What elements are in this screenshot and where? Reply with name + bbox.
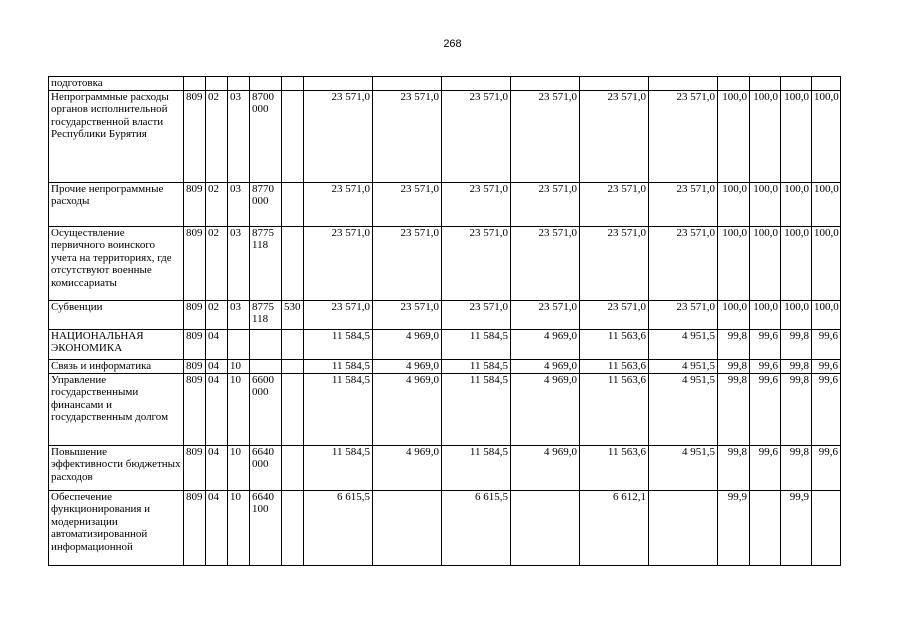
cell-percent-2: 100,0 bbox=[750, 300, 781, 329]
cell-percent-1: 99,8 bbox=[718, 445, 750, 490]
cell-percent-4: 100,0 bbox=[812, 300, 841, 329]
cell-name: Связь и информатика bbox=[49, 359, 184, 373]
cell-amount-3: 23 571,0 bbox=[442, 226, 511, 300]
cell-subsection: 03 bbox=[228, 300, 250, 329]
cell-target-article bbox=[250, 359, 282, 373]
cell-admin-code: 809 bbox=[184, 90, 206, 182]
cell-amount-1: 23 571,0 bbox=[304, 182, 373, 226]
cell-amount-3: 11 584,5 bbox=[442, 373, 511, 445]
cell-percent-3 bbox=[781, 77, 812, 91]
cell-percent-3: 99,9 bbox=[781, 490, 812, 565]
cell-amount-5: 11 563,6 bbox=[580, 329, 649, 359]
cell-section: 04 bbox=[206, 445, 228, 490]
cell-admin-code: 809 bbox=[184, 329, 206, 359]
cell-amount-6: 4 951,5 bbox=[649, 359, 718, 373]
cell-admin-code: 809 bbox=[184, 445, 206, 490]
cell-amount-3: 23 571,0 bbox=[442, 90, 511, 182]
cell-name: НАЦИОНАЛЬНАЯ ЭКОНОМИКА bbox=[49, 329, 184, 359]
cell-admin-code: 809 bbox=[184, 373, 206, 445]
cell-percent-4: 100,0 bbox=[812, 226, 841, 300]
cell-percent-2 bbox=[750, 77, 781, 91]
table-row bbox=[49, 490, 841, 565]
cell-percent-3: 99,8 bbox=[781, 373, 812, 445]
cell-amount-1 bbox=[304, 77, 373, 91]
cell-expense-type bbox=[282, 90, 304, 182]
table-row bbox=[49, 359, 841, 373]
cell-amount-2 bbox=[373, 490, 442, 565]
cell-amount-5: 6 612,1 bbox=[580, 490, 649, 565]
cell-amount-2: 23 571,0 bbox=[373, 300, 442, 329]
table-row bbox=[49, 226, 841, 300]
cell-amount-4: 4 969,0 bbox=[511, 373, 580, 445]
cell-percent-3: 99,8 bbox=[781, 359, 812, 373]
cell-target-article bbox=[250, 77, 282, 91]
cell-amount-5: 11 563,6 bbox=[580, 359, 649, 373]
cell-percent-2: 99,6 bbox=[750, 445, 781, 490]
cell-amount-6: 23 571,0 bbox=[649, 226, 718, 300]
cell-amount-4 bbox=[511, 490, 580, 565]
cell-admin-code: 809 bbox=[184, 300, 206, 329]
cell-percent-4: 99,6 bbox=[812, 329, 841, 359]
cell-subsection: 03 bbox=[228, 182, 250, 226]
cell-amount-1: 11 584,5 bbox=[304, 445, 373, 490]
cell-amount-2: 23 571,0 bbox=[373, 226, 442, 300]
cell-target-article: 8775 118 bbox=[250, 226, 282, 300]
cell-percent-2: 100,0 bbox=[750, 90, 781, 182]
cell-section: 02 bbox=[206, 90, 228, 182]
cell-amount-6 bbox=[649, 77, 718, 91]
cell-name: Управление государственными финансами и государственным долгом bbox=[49, 373, 184, 445]
cell-target-article bbox=[250, 329, 282, 359]
cell-section: 02 bbox=[206, 182, 228, 226]
cell-target-article: 8700 000 bbox=[250, 90, 282, 182]
cell-amount-5 bbox=[580, 77, 649, 91]
cell-expense-type bbox=[282, 77, 304, 91]
table-row bbox=[49, 445, 841, 490]
cell-expense-type bbox=[282, 445, 304, 490]
cell-section: 02 bbox=[206, 300, 228, 329]
cell-amount-6: 4 951,5 bbox=[649, 445, 718, 490]
cell-amount-4: 4 969,0 bbox=[511, 329, 580, 359]
cell-amount-5: 23 571,0 bbox=[580, 182, 649, 226]
cell-expense-type: 530 bbox=[282, 300, 304, 329]
cell-amount-1: 11 584,5 bbox=[304, 359, 373, 373]
cell-name: Осуществление первичного воинского учета на территориях, где отсутствуют военные комиссариаты bbox=[49, 226, 184, 300]
cell-section: 04 bbox=[206, 490, 228, 565]
cell-expense-type bbox=[282, 359, 304, 373]
cell-percent-1: 99,8 bbox=[718, 359, 750, 373]
cell-subsection: 10 bbox=[228, 359, 250, 373]
cell-amount-4: 4 969,0 bbox=[511, 359, 580, 373]
table-row bbox=[49, 373, 841, 445]
cell-amount-1: 23 571,0 bbox=[304, 226, 373, 300]
cell-amount-3: 23 571,0 bbox=[442, 182, 511, 226]
cell-percent-2: 100,0 bbox=[750, 226, 781, 300]
budget-table bbox=[48, 76, 841, 566]
cell-percent-4: 99,6 bbox=[812, 445, 841, 490]
cell-percent-3: 99,8 bbox=[781, 445, 812, 490]
cell-subsection: 03 bbox=[228, 226, 250, 300]
cell-amount-3: 11 584,5 bbox=[442, 329, 511, 359]
cell-target-article: 6640 000 bbox=[250, 445, 282, 490]
cell-percent-2: 99,6 bbox=[750, 359, 781, 373]
cell-amount-4: 23 571,0 bbox=[511, 90, 580, 182]
cell-name: Прочие непрограммные расходы bbox=[49, 182, 184, 226]
table-row bbox=[49, 77, 841, 91]
cell-amount-2: 4 969,0 bbox=[373, 359, 442, 373]
cell-target-article: 8775 118 bbox=[250, 300, 282, 329]
cell-amount-1: 11 584,5 bbox=[304, 329, 373, 359]
cell-amount-5: 11 563,6 bbox=[580, 445, 649, 490]
cell-admin-code: 809 bbox=[184, 226, 206, 300]
cell-name: Повышение эффективности бюджетных расходов bbox=[49, 445, 184, 490]
cell-subsection: 03 bbox=[228, 90, 250, 182]
table-row bbox=[49, 300, 841, 329]
cell-section bbox=[206, 77, 228, 91]
cell-expense-type bbox=[282, 490, 304, 565]
cell-subsection: 10 bbox=[228, 445, 250, 490]
cell-percent-1: 99,9 bbox=[718, 490, 750, 565]
cell-amount-2: 4 969,0 bbox=[373, 445, 442, 490]
cell-amount-6: 4 951,5 bbox=[649, 329, 718, 359]
cell-subsection: 10 bbox=[228, 373, 250, 445]
cell-percent-4: 100,0 bbox=[812, 182, 841, 226]
cell-expense-type bbox=[282, 226, 304, 300]
cell-amount-3: 6 615,5 bbox=[442, 490, 511, 565]
cell-amount-2: 23 571,0 bbox=[373, 182, 442, 226]
cell-percent-2 bbox=[750, 490, 781, 565]
cell-percent-1 bbox=[718, 77, 750, 91]
page-number: 268 bbox=[443, 38, 462, 50]
cell-admin-code: 809 bbox=[184, 182, 206, 226]
cell-subsection: 10 bbox=[228, 490, 250, 565]
cell-amount-4: 4 969,0 bbox=[511, 445, 580, 490]
cell-target-article: 6640 100 bbox=[250, 490, 282, 565]
cell-amount-1: 23 571,0 bbox=[304, 90, 373, 182]
cell-name: Обеспечение функционирования и модернизации автоматизированной информационной bbox=[49, 490, 184, 565]
cell-percent-4 bbox=[812, 490, 841, 565]
cell-amount-3 bbox=[442, 77, 511, 91]
cell-amount-3: 11 584,5 bbox=[442, 445, 511, 490]
cell-admin-code: 809 bbox=[184, 359, 206, 373]
cell-amount-3: 11 584,5 bbox=[442, 359, 511, 373]
cell-amount-5: 11 563,6 bbox=[580, 373, 649, 445]
cell-percent-1: 100,0 bbox=[718, 226, 750, 300]
cell-percent-4: 99,6 bbox=[812, 359, 841, 373]
cell-percent-3: 100,0 bbox=[781, 300, 812, 329]
cell-percent-3: 99,8 bbox=[781, 329, 812, 359]
cell-percent-2: 99,6 bbox=[750, 329, 781, 359]
cell-subsection bbox=[228, 329, 250, 359]
cell-amount-4: 23 571,0 bbox=[511, 300, 580, 329]
cell-name: Субвенции bbox=[49, 300, 184, 329]
table-body bbox=[49, 77, 841, 566]
cell-amount-6: 4 951,5 bbox=[649, 373, 718, 445]
cell-amount-4: 23 571,0 bbox=[511, 226, 580, 300]
cell-amount-2: 4 969,0 bbox=[373, 373, 442, 445]
cell-percent-1: 100,0 bbox=[718, 182, 750, 226]
cell-target-article: 6600 000 bbox=[250, 373, 282, 445]
cell-amount-6: 23 571,0 bbox=[649, 182, 718, 226]
cell-amount-5: 23 571,0 bbox=[580, 300, 649, 329]
table-row bbox=[49, 182, 841, 226]
cell-expense-type bbox=[282, 182, 304, 226]
cell-amount-5: 23 571,0 bbox=[580, 226, 649, 300]
cell-percent-1: 99,8 bbox=[718, 373, 750, 445]
cell-target-article: 8770 000 bbox=[250, 182, 282, 226]
cell-expense-type bbox=[282, 329, 304, 359]
cell-section: 04 bbox=[206, 359, 228, 373]
cell-amount-1: 23 571,0 bbox=[304, 300, 373, 329]
table-row bbox=[49, 329, 841, 359]
cell-amount-5: 23 571,0 bbox=[580, 90, 649, 182]
cell-amount-1: 11 584,5 bbox=[304, 373, 373, 445]
cell-name: подготовка bbox=[49, 77, 184, 91]
cell-section: 02 bbox=[206, 226, 228, 300]
table-row bbox=[49, 90, 841, 182]
cell-amount-3: 23 571,0 bbox=[442, 300, 511, 329]
cell-percent-3: 100,0 bbox=[781, 90, 812, 182]
cell-admin-code bbox=[184, 77, 206, 91]
cell-amount-4: 23 571,0 bbox=[511, 182, 580, 226]
cell-amount-6: 23 571,0 bbox=[649, 300, 718, 329]
cell-admin-code: 809 bbox=[184, 490, 206, 565]
cell-percent-2: 100,0 bbox=[750, 182, 781, 226]
cell-amount-2 bbox=[373, 77, 442, 91]
cell-amount-2: 4 969,0 bbox=[373, 329, 442, 359]
cell-percent-1: 100,0 bbox=[718, 300, 750, 329]
cell-percent-4: 100,0 bbox=[812, 90, 841, 182]
cell-amount-6: 23 571,0 bbox=[649, 90, 718, 182]
cell-amount-1: 6 615,5 bbox=[304, 490, 373, 565]
cell-section: 04 bbox=[206, 373, 228, 445]
cell-percent-4 bbox=[812, 77, 841, 91]
cell-percent-4: 99,6 bbox=[812, 373, 841, 445]
cell-percent-1: 100,0 bbox=[718, 90, 750, 182]
cell-amount-4 bbox=[511, 77, 580, 91]
cell-percent-2: 99,6 bbox=[750, 373, 781, 445]
cell-subsection bbox=[228, 77, 250, 91]
cell-section: 04 bbox=[206, 329, 228, 359]
cell-amount-2: 23 571,0 bbox=[373, 90, 442, 182]
cell-expense-type bbox=[282, 373, 304, 445]
cell-name: Непрограммные расходы органов исполнительной государственной власти Республики Бурятия bbox=[49, 90, 184, 182]
cell-percent-1: 99,8 bbox=[718, 329, 750, 359]
cell-amount-6 bbox=[649, 490, 718, 565]
cell-percent-3: 100,0 bbox=[781, 182, 812, 226]
cell-percent-3: 100,0 bbox=[781, 226, 812, 300]
